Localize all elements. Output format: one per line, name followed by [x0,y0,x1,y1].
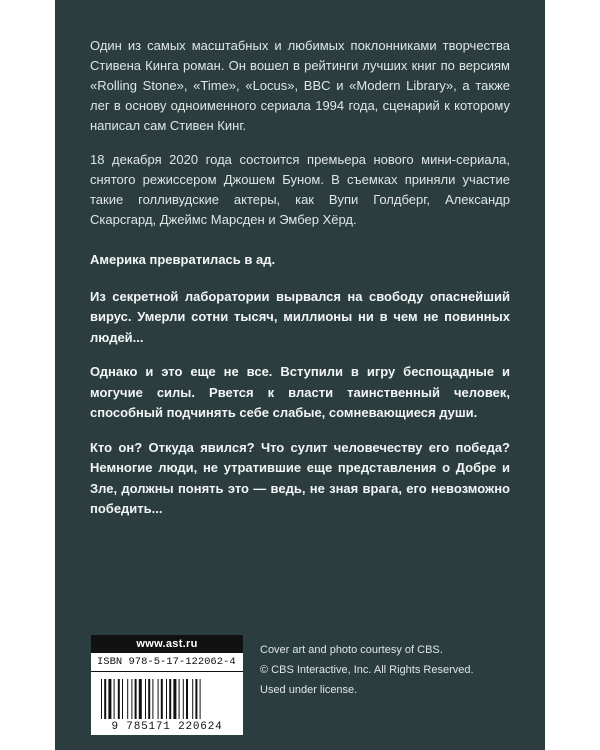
blurb-paragraph: Однако и это еще не все. Вступили в игру беспощадные и могучие силы. Рвется к власти таинственный человек, способный подчинять себе слабые, сомневающиеся души. [90,364,510,420]
blurb-paragraph: Из секретной лаборатории вырвался на свободу опаснейший вирус. Умерли сотни тысяч, миллионы ни в чем не повинных людей... [90,288,510,345]
copyright-credits [260,640,520,700]
blurb-paragraph: Кто он? Откуда явился? Что сулит человечеству его победа? Немногие люди, не утратившие еще представления о Добре и Зле, должны понять это — ведь, не зная врага, его невозможно победить... [90,439,510,516]
intro-paragraph: Один из самых масштабных и любимых поклонниками творчества Стивена Кинга роман. Он вошел в рейтинги лучших книг по версиям «Rolling Stone», «Time», «Locus», BBC и «Modern Library», а также лег в основу одноименного сериала 1994 года, сценарий к которому написал сам Стивен Кинг. [90,38,510,133]
credit-line: © CBS Interactive, Inc. All Rights Reserved. [260,664,474,676]
blurb-text [90,250,510,534]
intro-text [90,36,510,244]
barcode-digits: 9 785171 220624 [111,721,223,733]
credit-line: Used under license. [260,684,358,696]
intro-paragraph: 18 декабря 2020 года состоится премьера нового мини-сериала, снятого режиссером Джошем Буном. В съемках приняли участие такие голливудские актеры, как Вупи Голдберг, Александр Скарсгард, Джеймс Марсден и Эмбер Хёрд. [90,152,510,227]
book-back-cover [55,0,545,750]
isbn-number: ISBN 978-5-17-122062-4 [91,653,243,672]
publisher-website: www.ast.ru [91,635,243,653]
barcode-icon [101,679,233,719]
credit-line: Cover art and photo courtesy of CBS. [260,644,443,656]
barcode-label [91,635,243,735]
blurb-headline: Америка превратилась в ад. [90,252,276,267]
